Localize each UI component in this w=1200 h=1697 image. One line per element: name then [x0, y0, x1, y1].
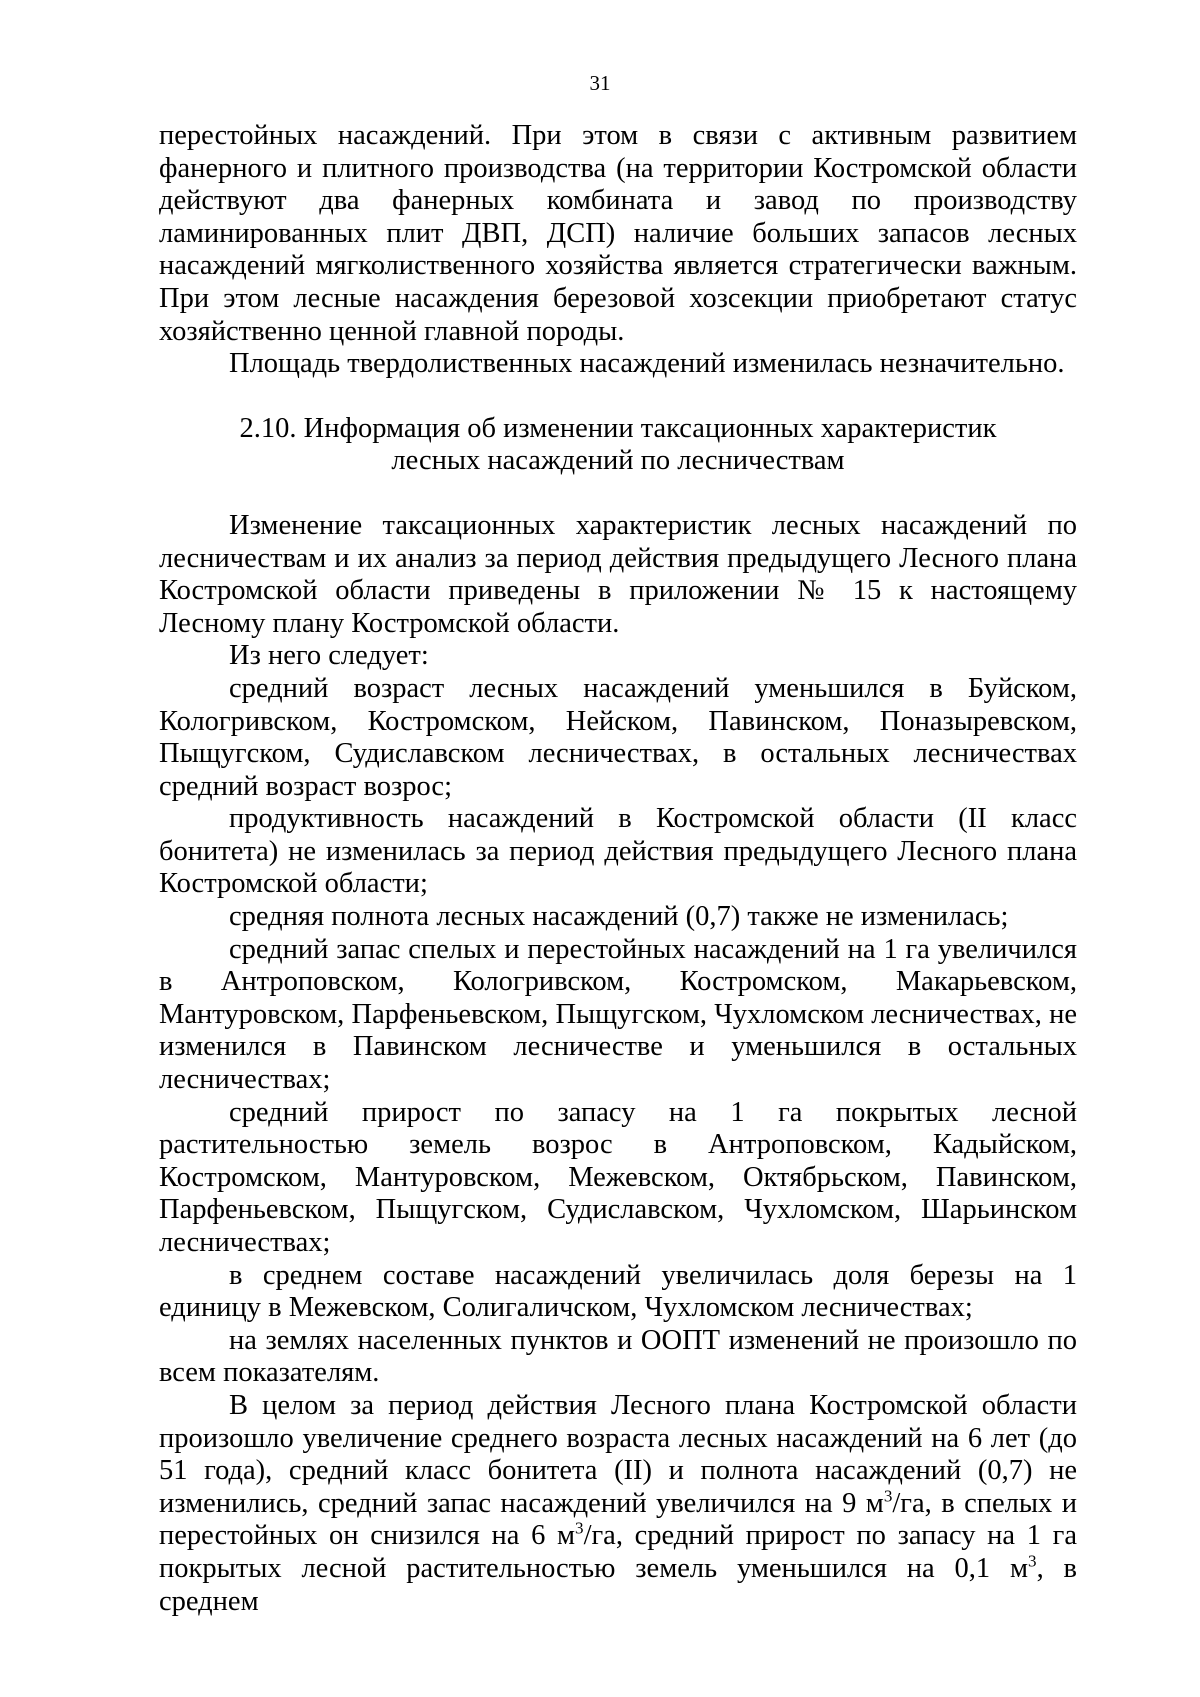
cubic-superscript-2: 3: [575, 1518, 584, 1538]
section-heading-line-1: 2.10. Информация об изменении таксационных характеристик: [239, 412, 997, 444]
summary-text-part-1: В целом за период действия Лесного плана Костромской области произошло увеличение среднего возраста лесных насаждений на 6 лет (до 51 года), средний класс бонитета (II) и полнота насаждений (0,7) не изменились, средний запас насаждений увеличился на 9 м: [159, 1389, 1077, 1519]
list-item-mature-stock: средний запас спелых и перестойных насаждений на 1 га увеличился в Антроповском, Кологривском, Костромском, Макарьевском, Мантуровском, Парфеньевском, Пыщугском, Чухломском лесничествах, не изменился в Павинском лесничестве и уменьшился в остальных лесничествах;: [159, 933, 1077, 1096]
list-item-density: средняя полнота лесных насаждений (0,7) также не изменилась;: [229, 901, 1009, 933]
paragraph-changes-intro: Изменение таксационных характеристик лесных насаждений по лесничествам и их анализ за период действия предыдущего Лесного плана Костромской области приведены в приложении № 15 к настоящему Лесному плану Костромской области.: [159, 509, 1077, 639]
cubic-superscript-3: 3: [1028, 1551, 1037, 1571]
list-item-birch-share: в среднем составе насаждений увеличилась доля березы на 1 единицу в Межевском, Солигаличском, Чухломском лесничествах;: [159, 1259, 1077, 1324]
summary-text-part-2: /га, в спелых и перестойных он снизился на 6 м: [159, 1487, 1077, 1552]
cubic-superscript-1: 3: [883, 1486, 893, 1506]
page-number: 31: [589, 71, 611, 95]
document-body: [159, 120, 1077, 1618]
list-item-productivity: продуктивность насаждений в Костромской области (II класс бонитета) не изменилась за период действия предыдущего Лесного плана Костромской области;: [159, 803, 1077, 900]
list-item-settlements: на землях населенных пунктов и ООПТ изменений не произошло по всем показателям.: [159, 1324, 1077, 1389]
paragraph-overmature-stands: перестойных насаждений. При этом в связи с активным развитием фанерного и плитного производства (на территории Костромской области действуют два фанерных комбината и завод по производству ламинированных плит ДВП, ДСП) наличие больших запасов лесных насаждений мягколиственного хозяйства является стратегически важным. При этом лесные насаждения березовой хозсекции приобретают статус хозяйственно ценной главной породы.: [159, 120, 1077, 347]
summary-text-part-3: /га, средний прирост по запасу на 1 га покрытых лесной растительностью земель уменьшился на 0,1 м: [159, 1520, 1077, 1584]
paragraph-it-follows: Из него следует:: [229, 640, 429, 672]
section-heading-line-2: лесных насаждений по лесничествам: [391, 445, 845, 477]
list-item-average-age: средний возраст лесных насаждений уменьшился в Буйском, Кологривском, Костромском, Нейском, Павинском, Поназыревском, Пыщугском, Судиславском лесничествах, в остальных лесничествах средний возраст возрос;: [159, 672, 1077, 802]
paragraph-summary: [159, 1390, 1077, 1618]
list-item-growth: средний прирост по запасу на 1 га покрытых лесной растительностью земель возрос в Антроповском, Кадыйском, Костромском, Мантуровском, Межевском, Октябрьском, Павинском, Парфеньевском, Пыщугском, Судиславском, Чухломском, Шарьинском лесничествах;: [159, 1096, 1077, 1258]
section-heading: [159, 413, 1077, 478]
summary-text-part-4: , в среднем: [159, 1552, 1077, 1617]
paragraph-hardwood-area: Площадь твердолиственных насаждений изменилась незначительно.: [229, 348, 1065, 380]
